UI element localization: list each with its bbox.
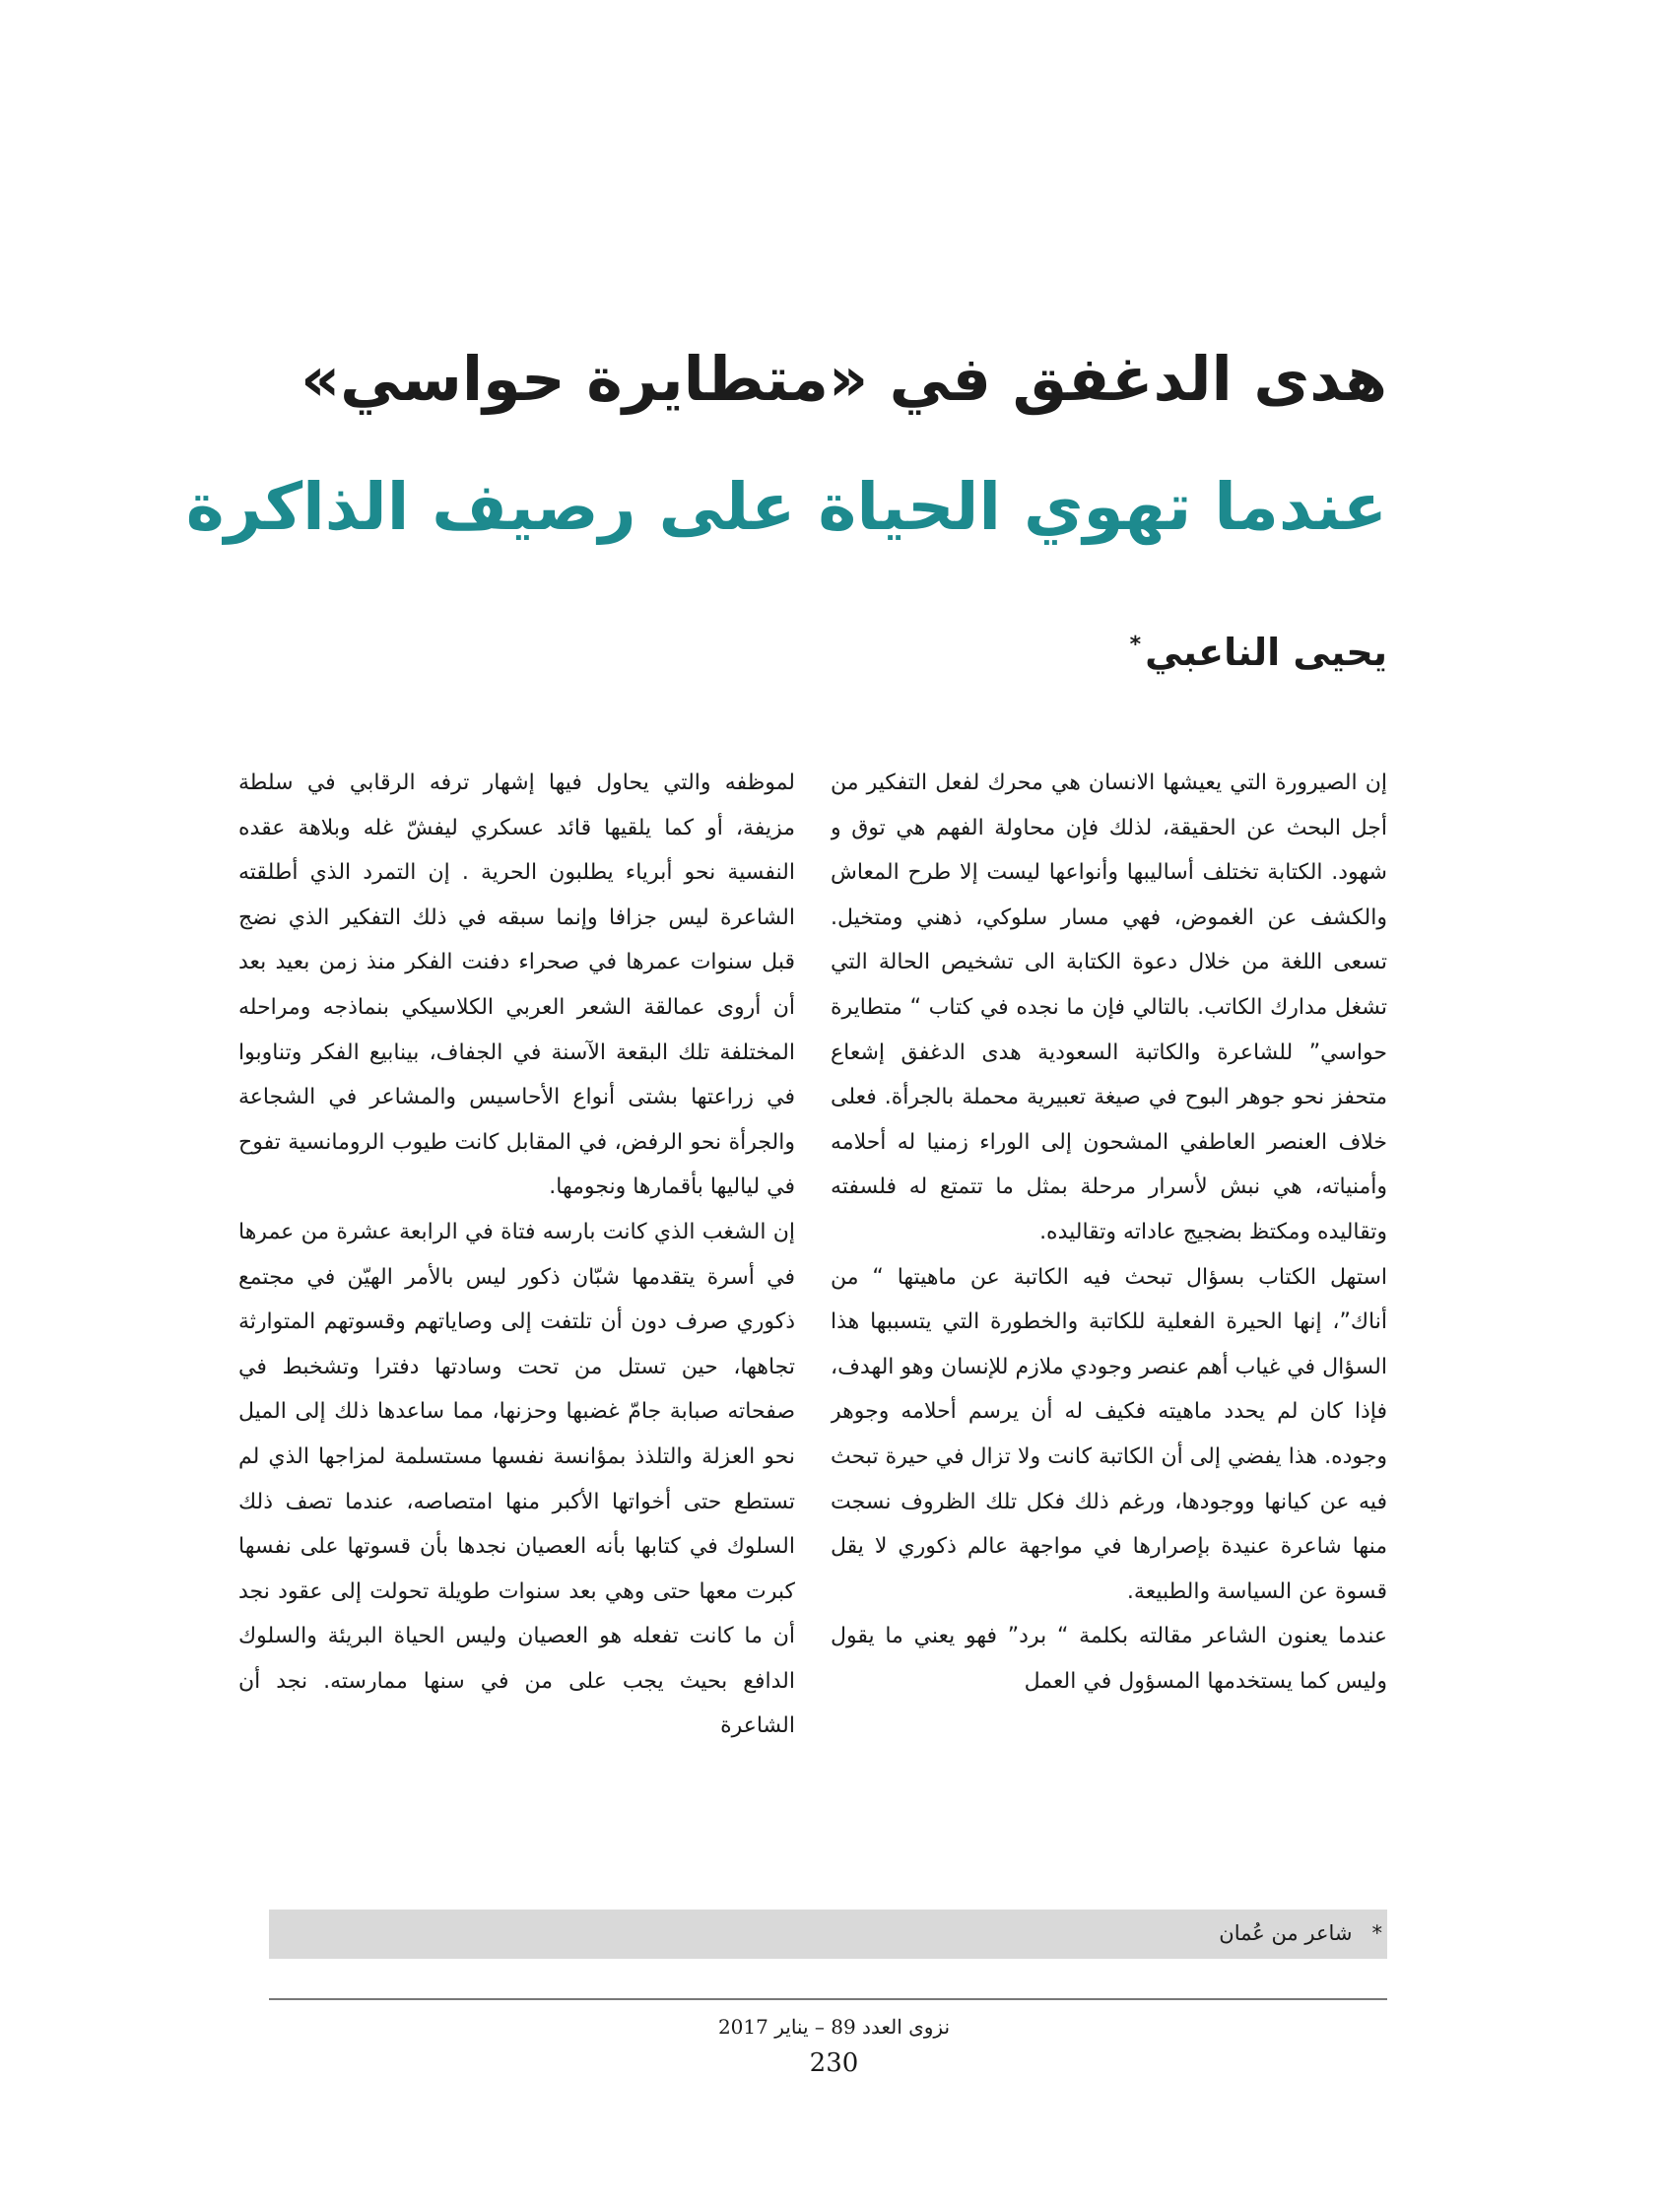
paragraph: استهل الكتاب بسؤال تبحث فيه الكاتبة عن ماهيتها “ من أناك”، إنها الحيرة الفعلية للكاتبة والخطورة التي يتسببها هذا السؤال في غياب أهم عنصر وجودي ملازم للإنسان وهو الهدف، فإذا كان لم يحدد ماهيته فكيف له أن يرسم أحلامه وجوهر وجوده. هذا يفضي إلى أن الكاتبة كانت ولا تزال في حيرة تبحث فيه عن كيانها ووجودها، ورغم ذلك فكل تلك الظروف نسجت منها شاعرة عنيدة بإصرارها في مواجهة عالم ذكوري لا يقل قسوة عن السياسة والطبيعة. xyxy=(831,1264,1387,1604)
paragraph: لموظفه والتي يحاول فيها إشهار ترفه الرقابي في سلطة مزيفة، أو كما يلقيها قائد عسكري ليفشّ غله وبلاهة عقده النفسية نحو أبرياء يطلبون الحرية . إن التمرد الذي أطلقته الشاعرة ليس جزافا وإنما سبقه في ذلك التفكير الذي نضج قبل سنوات عمرها في صحراء دفنت الفكر منذ زمن بعيد بعد أن أروى عمالقة الشعر العربي الكلاسيكي بنماذجه ومراحله المختلفة تلك البقعة الآسنة في الجفاف، بينابيع الفكر وتناوبوا في زراعتها بشتى أنواع الأحاسيس والمشاعر في الشجاعة والجرأة نحو الرفض، في المقابل كانت طيوب الرومانسية تفوح في لياليها بأقمارها ونجومها. xyxy=(238,771,795,1200)
paragraph: عندما يعنون الشاعر مقالته بكلمة “ برد” فهو يعني ما يقول وليس كما يستخدمها المسؤول في العمل xyxy=(831,1624,1387,1694)
text-column-right xyxy=(831,761,1387,1909)
footer-divider xyxy=(269,1998,1387,2000)
footnote-text: شاعر من عُمان xyxy=(1219,1921,1353,1945)
text-column-left xyxy=(238,761,795,1909)
author-name: يحيى الناعبي xyxy=(1145,631,1387,674)
article-title: هدى الدغفق في «متطايرة حواسي» xyxy=(300,343,1387,415)
footnote-marker: * xyxy=(1371,1921,1382,1945)
author-line xyxy=(1130,631,1387,674)
page-number: 230 xyxy=(809,2048,859,2078)
footnote xyxy=(1219,1913,1382,1953)
paragraph: إن الشغب الذي كانت بارسه فتاة في الرابعة عشرة من عمرها في أسرة يتقدمها شبّان ذكور ليس بالأمر الهيّن في مجتمع ذكوري صرف دون أن تلتفت إلى وصاياتهم وقسوتهم المتوارثة تجاهها، حين تستل من تحت وسادتها دفترا وتشخبط في صفحاته صبابة جامّ غضبها وحزنها، مما ساعدها ذلك إلى الميل نحو العزلة والتلذذ بمؤانسة نفسها مستسلمة لمزاجها الذي لم تستطع حتى أخواتها الأكبر منها امتصاصه، عندما تصف ذلك السلوك في كتابها بأنه العصيان نجدها بأن قسوتها على نفسها كبرت معها حتى وهي بعد سنوات طويلة تحولت إلى عقود نجد أن ما كانت تفعله هو العصيان وليس الحياة البريئة والسلوك الدافع بحيث يجب على من في سنها ممارسته. نجد أن الشاعرة xyxy=(238,1219,795,1739)
paragraph: إن الصيرورة التي يعيشها الانسان هي محرك لفعل التفكير من أجل البحث عن الحقيقة، لذلك فإن محاولة الفهم هي توق و شهود. الكتابة تختلف أساليبها وأنواعها ليست إلا طرح المعاش والكشف عن الغموض، فهي مسار سلوكي، ذهني ومتخيل. تسعى اللغة من خلال دعوة الكتابة الى تشخيص الحالة التي تشغل مدارك الكاتب. بالتالي فإن ما نجده في كتاب “ متطايرة حواسي” للشاعرة والكاتبة السعودية هدى الدغفق إشعاع متحفز نحو جوهر البوح في صيغة تعبيرية محملة بالجرأة. فعلى خلاف العنصر العاطفي المشحون إلى الوراء زمنيا له أحلامه وأمنياته، هي نبش لأسرار مرحلة بمثل ما تتمتع له فلسفته وتقاليده ومكتظ بضجيج عاداته وتقاليده. xyxy=(831,771,1387,1244)
issue-info: نزوى العدد 89 – يناير 2017 xyxy=(717,2015,951,2039)
article-subtitle: عندما تهوي الحياة على رصيف الذاكرة xyxy=(185,469,1387,545)
author-footnote-marker: * xyxy=(1129,633,1142,658)
